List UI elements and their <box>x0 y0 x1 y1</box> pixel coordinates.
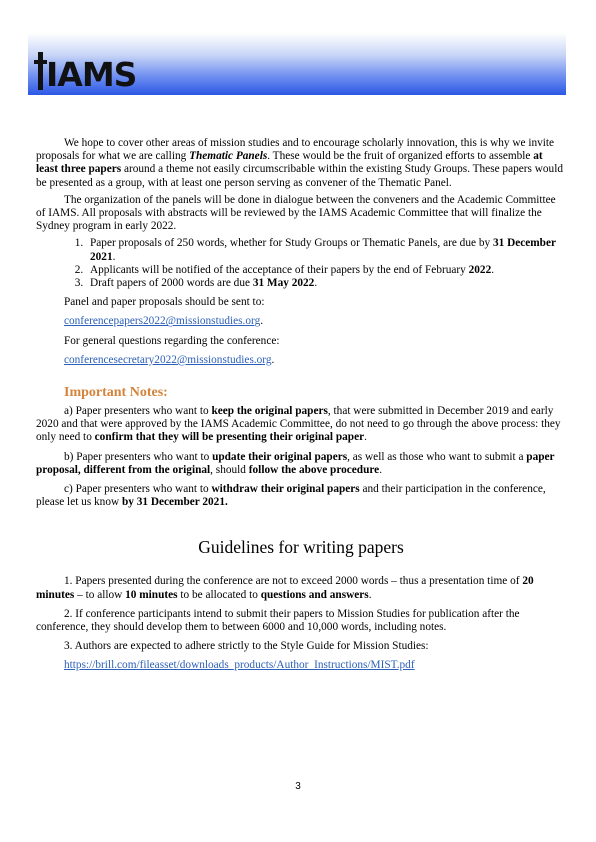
deadline-item: 2. Applicants will be notified of the acceptance of their papers by the end of February 2022. <box>86 264 566 277</box>
page-content <box>36 137 566 673</box>
guideline-2: 2. If conference participants intend to submit their papers to Mission Studies for publication after the conference, they should develop them to between 6000 and 10,000 words, including notes. <box>36 607 520 634</box>
guideline-3: 3. Authors are expected to adhere strictly to the Style Guide for Mission Studies: <box>64 640 429 653</box>
panel-contact-line: conferencepapers2022@missionstudies.org. <box>64 315 264 328</box>
paragraph-thematic-panels: We hope to cover other areas of mission studies and to encourage scholarly innovation, this is why we invite proposals for what we are calling Thematic Panels. These would be the fruit of organized efforts to assemble at least three papers around a theme not easily circumscribable within the existing Study Groups. These papers would be presented as a group, with at least one person serving as convener of the Thematic Panel. <box>36 137 563 189</box>
cross-icon <box>38 52 43 90</box>
general-contact-label: For general questions regarding the conference: <box>64 334 280 347</box>
deadline-item: 1. Paper proposals of 250 words, whether for Study Groups or Thematic Panels, are due by 31 December 2021. <box>86 237 566 263</box>
guideline-1: 1. Papers presented during the conference are not to exceed 2000 words – thus a presentation time of 20 minutes – to allow 10 minutes to be allocated to questions and answers. <box>36 575 534 601</box>
guidelines-heading: Guidelines for writing papers <box>198 537 404 558</box>
note-c: c) Paper presenters who want to withdraw their original papers and their participation in the conference, please let us know by 31 December 2021. <box>36 483 546 509</box>
note-a: a) Paper presenters who want to keep the original papers, that were submitted in December 2019 and early 2020 and that were approved by the IAMS Academic Committee, do not need to go through the above process: they only need to confirm that they will be presenting their original paper. <box>36 405 561 444</box>
panel-contact-label: Panel and paper proposals should be sent to: <box>64 296 265 309</box>
page-number: 3 <box>295 781 301 792</box>
style-guide-link[interactable]: https://brill.com/fileasset/downloads_products/Author_Instructions/MIST.pdf <box>64 659 415 672</box>
paragraph-organization: The organization of the panels will be done in dialogue between the conveners and the Academic Committee of IAMS. All proposals with abstracts will be reviewed by the IAMS Academic Committee that will finalize the Sydney program in early 2022. <box>36 193 556 233</box>
general-contact-line: conferencesecretary2022@missionstudies.org. <box>64 353 275 366</box>
iams-logo <box>34 50 144 94</box>
logo-text: IAMS <box>46 55 137 94</box>
style-guide-line <box>64 659 566 672</box>
panel-email-link[interactable]: conferencepapers2022@missionstudies.org <box>64 315 261 328</box>
note-b: b) Paper presenters who want to update their original papers, as well as those who want to submit a paper proposal, different from the original, should follow the above procedure. <box>36 450 555 476</box>
deadline-list <box>36 237 566 290</box>
general-email-link[interactable]: conferencesecretary2022@missionstudies.org <box>64 353 272 366</box>
deadline-item: 3. Draft papers of 2000 words are due 31 May 2022. <box>86 277 566 290</box>
important-notes-heading: Important Notes: <box>64 385 168 401</box>
